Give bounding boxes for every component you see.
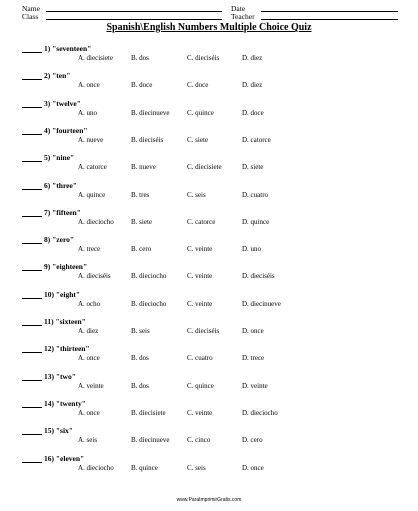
question-2 bbox=[0, 71, 418, 97]
answer-blank[interactable] bbox=[22, 154, 42, 162]
question-prompt: 11) "sixteen" bbox=[44, 317, 86, 326]
question-prompt-row bbox=[22, 235, 74, 244]
choice-b: B. dieciocho bbox=[131, 299, 167, 308]
name-label: Name bbox=[22, 4, 40, 13]
question-prompt: 7) "fifteen" bbox=[44, 207, 81, 217]
question-prompt: 13) "two" bbox=[44, 371, 76, 381]
teacher-line bbox=[261, 19, 398, 20]
teacher-field[interactable] bbox=[231, 12, 398, 21]
choice-d: D. diez bbox=[242, 54, 263, 62]
question-prompt-row bbox=[22, 126, 88, 135]
question-prompt-row bbox=[22, 153, 74, 162]
choice-c: C. cuatro bbox=[187, 354, 213, 363]
question-prompt-row bbox=[22, 99, 81, 108]
choice-c: C. seis bbox=[187, 190, 206, 199]
choice-d: D. quince bbox=[242, 217, 270, 226]
answer-blank[interactable] bbox=[22, 455, 42, 463]
question-8 bbox=[0, 235, 418, 261]
choice-d: D. uno bbox=[242, 245, 262, 254]
choice-d: D. once bbox=[242, 463, 264, 472]
choice-c: C. diecisiete bbox=[187, 163, 222, 172]
question-prompt-row bbox=[22, 44, 91, 53]
question-10 bbox=[0, 290, 418, 316]
choice-a: A. trece bbox=[78, 245, 101, 254]
choice-b: B. dieciocho bbox=[131, 272, 167, 281]
question-prompt: 6) "three" bbox=[44, 180, 77, 190]
answer-blank[interactable] bbox=[22, 127, 42, 135]
question-prompt-row bbox=[22, 290, 80, 299]
question-prompt-row bbox=[22, 454, 84, 463]
teacher-label: Teacher bbox=[231, 12, 255, 21]
choice-d: D. doce bbox=[242, 108, 264, 117]
question-prompt: 15) "six" bbox=[44, 426, 73, 436]
answer-blank[interactable] bbox=[22, 345, 42, 353]
choice-b: B. siete bbox=[131, 217, 152, 226]
answer-blank[interactable] bbox=[22, 291, 42, 299]
choice-b: B. tres bbox=[131, 190, 150, 199]
choice-c: C. quince bbox=[187, 108, 214, 117]
choice-b: B. dos bbox=[131, 354, 149, 363]
choice-c: C. veinte bbox=[187, 408, 213, 417]
class-line bbox=[46, 19, 222, 20]
choice-b: B. dieciséis bbox=[131, 135, 164, 144]
question-prompt-row bbox=[22, 181, 77, 190]
header-row-class-teacher bbox=[22, 12, 398, 21]
choice-b: B. dos bbox=[131, 381, 149, 390]
choice-d: D. catorce bbox=[242, 135, 271, 144]
choice-d: D. dieciséis bbox=[242, 272, 275, 281]
choice-c: C. seis bbox=[187, 463, 206, 472]
question-prompt: 1) "seventeen" bbox=[44, 44, 92, 53]
question-prompt: 5) "nine" bbox=[44, 153, 75, 163]
question-7 bbox=[0, 208, 418, 234]
date-label: Date bbox=[231, 4, 246, 13]
answer-blank[interactable] bbox=[22, 427, 42, 435]
choice-a: A. once bbox=[78, 81, 100, 90]
choice-a: A. dieciocho bbox=[78, 463, 114, 472]
question-3 bbox=[0, 99, 418, 125]
question-prompt: 8) "zero" bbox=[44, 235, 75, 245]
question-prompt: 9) "eighteen" bbox=[44, 262, 88, 272]
class-field[interactable] bbox=[22, 12, 222, 21]
class-label: Class bbox=[22, 12, 39, 21]
choice-d: D. dieciocho bbox=[242, 408, 278, 417]
question-prompt-row bbox=[22, 262, 87, 271]
choice-a: A. ocho bbox=[78, 299, 101, 308]
choice-a: A. once bbox=[78, 408, 100, 417]
choice-b: B. diecinueve bbox=[131, 436, 170, 445]
answer-blank[interactable] bbox=[22, 318, 42, 326]
choice-a: A. veinte bbox=[78, 381, 104, 390]
question-prompt-row bbox=[22, 208, 81, 217]
choice-b: B. nueve bbox=[131, 163, 156, 172]
choice-b: B. doce bbox=[131, 81, 153, 90]
question-5 bbox=[0, 153, 418, 179]
choice-a: A. quince bbox=[78, 190, 106, 199]
choice-b: B. dos bbox=[131, 54, 149, 62]
answer-blank[interactable] bbox=[22, 209, 42, 217]
answer-blank[interactable] bbox=[22, 263, 42, 271]
question-1 bbox=[0, 44, 418, 70]
question-13 bbox=[0, 372, 418, 398]
choice-c: C. doce bbox=[187, 81, 209, 90]
question-prompt-row bbox=[22, 372, 76, 381]
choice-d: D. siete bbox=[242, 163, 264, 172]
choice-c: C. veinte bbox=[187, 272, 213, 281]
choice-c: C. quince bbox=[187, 381, 214, 390]
choice-b: B. quince bbox=[131, 463, 158, 472]
choice-b: B. diecinueve bbox=[131, 108, 170, 117]
choice-a: A. dieciséis bbox=[78, 272, 111, 281]
choice-c: C. dieciséis bbox=[187, 327, 220, 335]
answer-blank[interactable] bbox=[22, 45, 42, 53]
question-9 bbox=[0, 262, 418, 288]
choice-d: D. cuatro bbox=[242, 190, 269, 199]
choice-c: C. veinte bbox=[187, 245, 213, 254]
answer-blank[interactable] bbox=[22, 72, 42, 80]
question-14 bbox=[0, 399, 418, 425]
choice-a: A. diecisiete bbox=[78, 54, 113, 62]
question-prompt: 3) "twelve" bbox=[44, 98, 81, 108]
choice-d: D. diez bbox=[242, 81, 263, 90]
choice-c: C. siete bbox=[187, 135, 208, 144]
question-prompt-row bbox=[22, 71, 70, 80]
question-6 bbox=[0, 181, 418, 207]
question-prompt-row bbox=[22, 317, 86, 326]
question-15 bbox=[0, 426, 418, 452]
choice-a: A. catorce bbox=[78, 163, 107, 172]
footer-url: www.ParaImprimirGratis.com bbox=[176, 497, 242, 503]
question-prompt: 14) "twenty" bbox=[44, 398, 86, 408]
question-prompt: 4) "fourteen" bbox=[44, 125, 88, 135]
choice-a: A. diez bbox=[78, 327, 99, 335]
choice-a: A. seis bbox=[78, 436, 98, 445]
answer-blank[interactable] bbox=[22, 373, 42, 381]
question-4 bbox=[0, 126, 418, 152]
question-16 bbox=[0, 454, 418, 480]
answer-blank[interactable] bbox=[22, 236, 42, 244]
question-prompt: 2) "ten" bbox=[44, 71, 71, 81]
question-prompt: 10) "eight" bbox=[44, 289, 81, 299]
answer-blank[interactable] bbox=[22, 182, 42, 190]
choice-a: A. dieciocho bbox=[78, 217, 114, 226]
choice-c: C. veinte bbox=[187, 299, 213, 308]
choice-a: A. once bbox=[78, 354, 100, 363]
choice-b: B. seis bbox=[131, 327, 150, 335]
answer-blank[interactable] bbox=[22, 400, 42, 408]
choice-a: A. uno bbox=[78, 108, 98, 117]
answer-blank[interactable] bbox=[22, 100, 42, 108]
choice-c: C. dieciséis bbox=[187, 54, 220, 62]
question-prompt: 16) "eleven" bbox=[44, 453, 85, 463]
choice-c: C. catorce bbox=[187, 217, 216, 226]
question-prompt: 12) "thirteen" bbox=[44, 344, 90, 354]
choice-d: D. veinte bbox=[242, 381, 268, 390]
choice-d: D. trece bbox=[242, 354, 265, 363]
question-12 bbox=[0, 344, 418, 370]
question-prompt-row bbox=[22, 426, 73, 435]
question-11 bbox=[0, 317, 418, 343]
choice-b: B. diecisiete bbox=[131, 408, 166, 417]
choice-d: D. diecinueve bbox=[242, 299, 281, 308]
question-prompt-row bbox=[22, 399, 86, 408]
question-prompt-row bbox=[22, 344, 90, 353]
choice-d: D. once bbox=[242, 327, 264, 335]
choice-c: C. cinco bbox=[187, 436, 211, 445]
quiz-title: Spanish\English Numbers Multiple Choice Quiz bbox=[106, 22, 312, 33]
choice-a: A. nueve bbox=[78, 135, 104, 144]
choice-b: B. cero bbox=[131, 245, 152, 254]
choice-d: D. cero bbox=[242, 436, 263, 445]
